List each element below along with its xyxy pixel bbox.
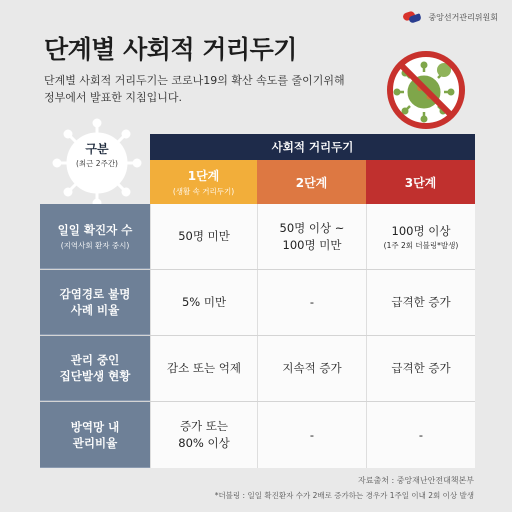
row-header-sub-label: (지역사회 환자 중시) [60, 240, 130, 250]
org-header [403, 10, 498, 24]
cell-text: 급격한 증가 [391, 361, 451, 375]
table-row [40, 270, 475, 336]
row-header-label: 감염경로 불명 사례 비율 [59, 287, 131, 317]
row-header [40, 270, 150, 335]
cell-text: - [309, 427, 315, 442]
row-header-label: 관리 중인 집단발생 현황 [59, 353, 131, 383]
level-1-label: 1단계 [187, 169, 220, 183]
row-header [40, 402, 150, 468]
corner-sub-label: (최근 2주간) [76, 159, 118, 168]
table-corner-header [58, 140, 136, 169]
row-header-label: 일일 확진자 수 [57, 222, 133, 237]
distancing-group-header: 사회적 거리두기 [150, 134, 475, 160]
no-virus-icon [384, 48, 468, 132]
cell-text: 증가 또는 80% 이상 [178, 419, 230, 450]
cell-text: 급격한 증가 [391, 295, 451, 309]
row-header [40, 336, 150, 401]
description-line-2: 정부에서 발표한 지침입니다. [44, 91, 183, 104]
cell-text: 감소 또는 억제 [167, 361, 241, 375]
table-cell [366, 402, 475, 468]
level-2-label: 2단계 [295, 175, 328, 190]
table-cell [257, 336, 366, 401]
table-cell [150, 204, 257, 269]
level-1-header [150, 160, 257, 204]
table-cell [150, 336, 257, 401]
corner-label: 구분 [85, 142, 109, 156]
row-header-label: 방역망 내 관리비율 [70, 419, 120, 450]
level-3-header [366, 160, 475, 204]
source-note: 자료출처 : 중앙재난안전대책본부 [358, 476, 474, 485]
table-cell [366, 204, 475, 269]
cell-sub-text: (1주 2회 더블링*발생) [383, 240, 459, 250]
level-2-header [257, 160, 366, 204]
table-row [40, 336, 475, 402]
row-header [40, 204, 150, 269]
criteria-table [40, 204, 475, 468]
page-title: 단계별 사회적 거리두기 [44, 35, 297, 64]
level-1-sub-label: (생활 속 거리두기) [172, 187, 235, 196]
cell-text: 100명 이상 [391, 223, 451, 238]
table-cell [257, 402, 366, 468]
table-cell [366, 336, 475, 401]
description-line-1: 단계별 사회적 거리두기는 코로나19의 확산 속도를 줄이기위해 [44, 74, 345, 87]
level-3-label: 3단계 [404, 175, 437, 190]
table-cell [257, 270, 366, 335]
nec-logo-icon [403, 10, 423, 24]
table-row [40, 204, 475, 270]
cell-text: 50명 미만 [178, 229, 230, 243]
footnote: *더블링 : 일일 확진환자 수가 2배로 증가하는 경우가 1주일 이내 2회 이상 발생 [214, 491, 474, 500]
table-row [40, 402, 475, 468]
table-cell [366, 270, 475, 335]
cell-text: 지속적 증가 [282, 361, 342, 375]
page-description [44, 72, 364, 106]
cell-text: - [418, 427, 424, 442]
cell-text: 50명 이상 ~ 100명 미만 [279, 220, 345, 252]
table-cell [150, 402, 257, 468]
org-name: 중앙선거관리위원회 [428, 12, 498, 22]
table-cell [150, 270, 257, 335]
cell-text: 5% 미만 [181, 295, 227, 309]
table-cell [257, 204, 366, 269]
cell-text: - [309, 295, 315, 309]
